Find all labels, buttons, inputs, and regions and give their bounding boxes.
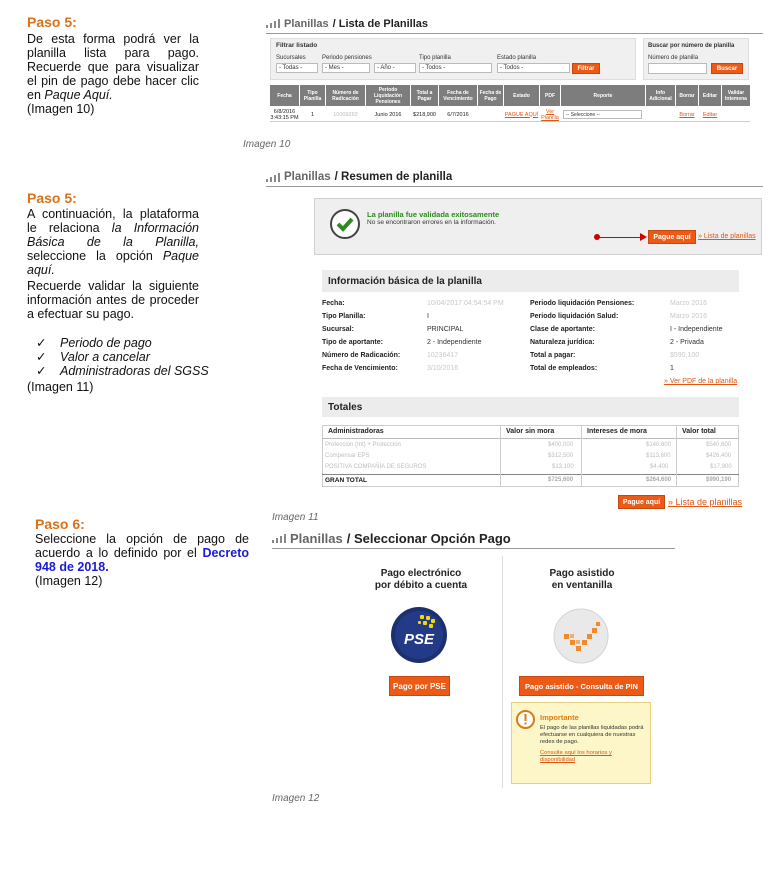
img11-header: Planillas / Resumen de planilla (266, 168, 763, 187)
horarios-link[interactable]: Consulte aquí los horarios y disponibilidad (540, 750, 612, 763)
info-val-vencimiento: 3/10/2016 (427, 365, 459, 372)
cell-tipo: 1 (310, 111, 315, 118)
info-basica-title: Información básica de la planilla (322, 270, 739, 292)
lista-planillas-link-bottom[interactable]: » Lista de planillas (668, 497, 743, 507)
info-key: Naturaleza jurídica: (530, 339, 595, 346)
reporte-select[interactable]: -- Seleccione -- (563, 110, 642, 119)
pago-asistido-button[interactable]: Pago asistido - Consulta de PIN (519, 676, 644, 696)
caption-img10: Imagen 10 (243, 139, 291, 150)
success-subtitle: No se encontraron errores en la información. (367, 219, 496, 226)
checklist-item: ✓ Administradoras del SGSS (36, 364, 209, 378)
anio-select[interactable]: - Año - (374, 63, 416, 73)
asistido-option-title: Pago asistido en ventanilla (549, 568, 615, 591)
totales-row-admin: Protección (Int) + Protección (325, 442, 401, 448)
totales-title: Totales (322, 397, 739, 417)
tipo-planilla-select[interactable]: - Todos - (419, 63, 492, 73)
col-vencimiento: Fecha de Vencimiento (439, 85, 477, 106)
col-tipo: Tipo Planilla (300, 85, 325, 106)
info-key: Fecha de Vencimiento: (322, 365, 398, 372)
pague-aqui-button[interactable]: Pague aquí (648, 230, 696, 244)
check-icon: ✓ (36, 350, 47, 364)
editar-link[interactable]: Editar (702, 111, 718, 118)
decreto-link[interactable]: Decreto 948 de 2018. (35, 546, 249, 574)
pago-pse-button[interactable]: Pago por PSE (389, 676, 450, 696)
totales-row-value: $113,600 (646, 453, 671, 459)
totales-row-admin: POSITIVA COMPAÑÍA DE SEGUROS (325, 464, 427, 470)
img12-header: Planillas / Seleccionar Opción Pago (272, 529, 675, 549)
info-val-radicacion: 10236417 (427, 352, 459, 359)
options-divider (502, 556, 503, 788)
cell-vencimiento: 6/7/2016 (447, 111, 469, 118)
gran-total-value: $264,600 (646, 477, 672, 483)
info-key: Periodo liquidación Salud: (530, 313, 619, 320)
cell-periodo: Junio 2016 (374, 111, 402, 118)
success-title: La planilla fue validada exitosamente (367, 210, 500, 219)
ver-pdf-link[interactable]: » Ver PDF de la planilla (664, 378, 738, 385)
importante-text: El pago de las planillas liquidadas podrá efectuarse en cualquiera de nuestras redes de pago. (540, 725, 644, 745)
estado-planilla-select[interactable]: - Todos - (497, 63, 570, 73)
info-key: Tipo Planilla: (322, 313, 366, 320)
validation-checklist (36, 336, 209, 378)
info-key: Total a pagar: (530, 352, 576, 359)
filter-label-periodo: Periodo pensiones (322, 55, 372, 61)
info-val-total: $590,100 (670, 352, 700, 359)
pago-asistido-logo-icon (553, 608, 609, 664)
pse-option-title: Pago electrónico por débito a cuenta (374, 568, 468, 591)
totales-row-value: $400,000 (548, 442, 574, 448)
search-label: Número de planilla (648, 55, 699, 61)
pse-logo-icon (390, 606, 448, 664)
col-fecha: Fecha (270, 85, 299, 106)
step-5-title: Paso 5: (27, 14, 77, 30)
totales-row-value: $312,500 (548, 453, 574, 459)
totales-col-intereses: Intereses de mora (587, 428, 647, 435)
step-5b-ref: (Imagen 11) (27, 380, 94, 394)
col-info: Info Adicional (646, 85, 675, 106)
filter-label-sucursales: Sucursales (276, 55, 306, 61)
checklist-item: ✓ Valor a cancelar (36, 350, 150, 364)
info-key: Tipo de aportante: (322, 339, 383, 346)
totales-col-total: Valor total (682, 428, 716, 435)
borrar-link[interactable]: Borrar (679, 111, 695, 118)
img10-header: Planillas / Lista de Planillas (266, 14, 763, 34)
gran-total-value: $725,600 (548, 477, 574, 483)
totales-row-admin: Compensar EPS (325, 453, 370, 459)
col-editar: Editar (699, 85, 721, 106)
gran-total-value: $990,190 (706, 477, 732, 483)
step-5b-reminder: Recuerde validar la siguiente información antes de proceder a efectuar su pago. (27, 279, 199, 321)
planilla-number-input[interactable] (648, 63, 707, 74)
totales-col-sin-mora: Valor sin mora (506, 428, 555, 435)
info-key: Total de empleados: (530, 365, 598, 372)
col-sep (581, 425, 582, 487)
pague-aqui-link[interactable]: PAGUE AQUÍ (504, 111, 539, 118)
info-val-tipo: I (427, 313, 429, 320)
search-title: Buscar por número de planilla (648, 43, 735, 49)
bars-icon (266, 19, 280, 28)
cell-radicacion: 10009263 (333, 111, 358, 118)
step-5b-title: Paso 5: (27, 190, 77, 206)
info-val-empleados: 1 (670, 365, 674, 372)
filter-title: Filtrar listado (276, 42, 318, 49)
bars-icon (272, 534, 286, 543)
col-total: Total a Pagar (411, 85, 438, 106)
col-fecha-pago: Fecha de Pago (478, 85, 503, 106)
info-val-periodo-salud: Marzo 2016 (670, 313, 707, 320)
col-radicacion: Número de Radicación (326, 85, 365, 106)
step-6-text: Seleccione la opción de pago de acuerdo a lo definido por el Decreto 948 de 2018. (Imagen 12) (35, 532, 249, 588)
totales-row-value: $426,400 (706, 453, 732, 459)
totales-row-value: $4,400 (650, 464, 669, 470)
info-key: Periodo liquidación Pensiones: (530, 300, 635, 307)
info-key: Fecha: (322, 300, 345, 307)
info-key: Número de Radicación: (322, 352, 401, 359)
check-icon: ✓ (36, 336, 47, 350)
step-6-title: Paso 6: (35, 516, 85, 532)
totales-row-value: $17,900 (710, 464, 732, 470)
filter-label-tipo: Tipo planilla (419, 55, 451, 61)
info-val-aportante: 2 - Independiente (427, 339, 482, 346)
success-panel (314, 198, 762, 255)
info-key: Clase de aportante: (530, 326, 595, 333)
checklist-item: ✓ Periodo de pago (36, 336, 152, 350)
info-val-periodo-pension: Marzo 2016 (670, 300, 707, 307)
info-val-clase: I - Independiente (670, 326, 723, 333)
sucursales-select[interactable]: - Todas - (276, 63, 318, 73)
arrow-head-icon (640, 233, 647, 241)
filtrar-button[interactable]: Filtrar (572, 63, 600, 74)
cell-total: $218,900 (413, 111, 436, 118)
totales-row-value: $140,600 (646, 442, 672, 448)
svg-text:PSE: PSE (403, 631, 435, 648)
col-sep (500, 425, 501, 487)
gran-total-label: GRAN TOTAL (325, 477, 368, 484)
info-val-fecha: 10/04/2017 04:54:54 PM (427, 300, 504, 307)
pague-aqui-button-bottom[interactable]: Pague aquí (618, 495, 665, 509)
arrow-line (598, 237, 642, 238)
caption-img11: Imagen 11 (272, 512, 319, 523)
filter-label-estado: Estado planilla (497, 55, 537, 61)
lista-planillas-link[interactable]: » Lista de planillas (698, 233, 756, 240)
info-val-sucursal: PRINCIPAL (427, 326, 464, 333)
ver-planilla-link[interactable]: Ver Planilla (541, 108, 559, 121)
buscar-button[interactable]: Buscar (711, 63, 743, 74)
col-periodo: Periodo Liquidación Pensiones (366, 85, 410, 106)
cell-fecha: 6/8/2016 3:43:15 PM (270, 108, 299, 121)
importante-title: Importante (540, 713, 579, 722)
success-check-icon (329, 208, 361, 240)
mes-select[interactable]: - Mes - (322, 63, 370, 73)
step-5b-text: A continuación, la plataforma le relaciona la Información Básica de la Planilla, seleccione la opción Paque aquí. (27, 207, 199, 277)
warning-icon (516, 710, 535, 729)
step-5-text: De esta forma podrá ver la planilla lista para pago. Recuerde que para visualizar el pin de pago debe hacer clic en Paque Aquí. (Imagen 10) (27, 32, 199, 116)
col-pdf: PDF (540, 85, 560, 106)
col-estado: Estado (504, 85, 539, 106)
col-validar: Validar Intemena (722, 85, 750, 106)
info-key: Sucursal: (322, 326, 354, 333)
bars-icon (266, 173, 280, 182)
totales-row-value: $13,100 (552, 464, 574, 470)
totales-col-admin: Administradoras (328, 428, 384, 435)
info-val-naturaleza: 2 - Privada (670, 339, 704, 346)
col-sep (676, 425, 677, 487)
check-icon: ✓ (36, 364, 47, 378)
col-reporte: Reporte (561, 85, 645, 106)
col-borrar: Borrar (676, 85, 698, 106)
caption-img12: Imagen 12 (272, 793, 320, 804)
totales-row-value: $540,600 (706, 442, 732, 448)
